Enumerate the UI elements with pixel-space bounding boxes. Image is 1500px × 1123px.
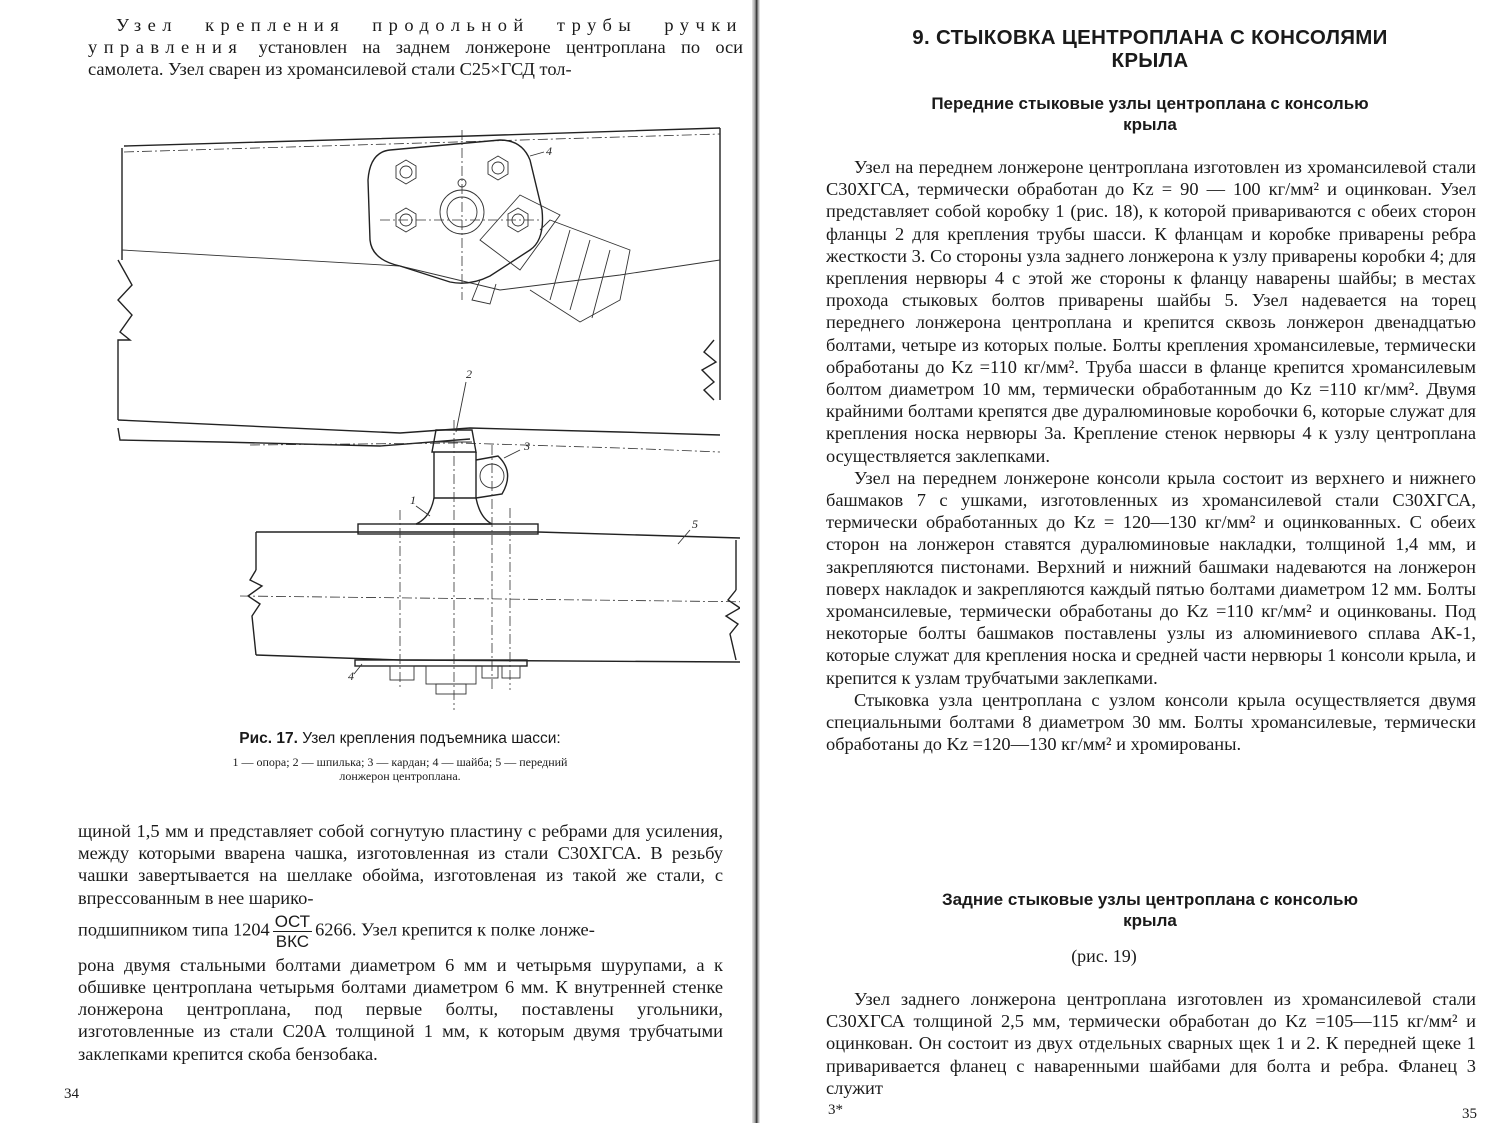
right-body-text-rear [826,988,1476,1099]
intro-rest: установлен на заднем лонжероне центроплана по оси самолета. Узел сварен из хромансилевой стали С25×ГСД тол- [88,37,743,80]
left-body-part1: щиной 1,5 мм и представляет собой согнутую пластину с ребрами для усиления, между которыми вварена чашка, изготовленная из стали С30ХГСА. В резьбу чашки завертывается на шеллаке обойма, изготовленая из такой же стали, с впрессованным в нее шарико- [78,821,723,908]
figure-caption-title: Узел крепления подъемника шасси: [302,730,561,747]
section-title-line2: КРЫЛА [1111,49,1189,72]
figure-caption-prefix: Рис. 17. [239,730,298,747]
subsection-rear-line2: крыла [1123,911,1177,930]
paragraph-front-console: Узел на переднем лонжероне консоли крыла состоит из верхнего и нижнего башмаков 7 с ушками, изготовленных из хромансилевой стали С30ХГСА, термически обработанных до Kz = 120—130 кг/мм² и оцинкованных. С обеих сторон на лонжерон ставятся дуралюминовые накладки, толщиной 1,4 мм, и закрепляются пистонами. Верхний и нижний башмаки надеваются на лонжерон поверх накладок и закрепляются каждый пятью болтами диаметром 12 мм. Болты хромансилевые, термически обработаны до Kz =110 кг/мм² и оцинкованы. Под некоторые болты башмаков поставлены узлы из алюминиевого сплава АК-1, которые служат для крепления носка и средней части нервюры 1 консоли крыла, и крепится к узлам трубчатыми заклепками. [826,467,1476,688]
subsection-front-title [780,93,1500,135]
figure-legend-line1: 1 — опора; 2 — шпилька; 3 — кардан; 4 — шайба; 5 — передний [232,755,568,769]
intro-paragraph [88,14,743,81]
subsection-front-line2: крыла [1123,115,1177,134]
label-2: 2 [466,367,472,381]
right-body-text-front [826,156,1476,755]
page-number-left: 34 [64,1086,79,1102]
label-4-lower: 4 [348,669,354,683]
upper-spar-outline [118,128,720,446]
intro-spaced-line: Узел крепления продольной трубы ручки [116,15,743,35]
figure-legend-line2: лонжерон центроплана. [339,769,461,783]
paragraph-docking: Стыковка узла центроплана с узлом консоли крыла осуществляется двумя специальными болтами 8 диаметром 30 мм. Болты хромансилевые, термически обработаны до Kz =120—130 кг/мм² и хромированы. [826,689,1476,755]
figure-reference: (рис. 19) [1071,946,1137,966]
bearing-line-prefix: подшипником типа 1204 [78,919,270,940]
section-title-line1: 9. СТЫКОВКА ЦЕНТРОПЛАНА С КОНСОЛЯМИ [912,26,1388,49]
subsection-front-line1: Передние стыковые узлы центроплана с консолью [931,94,1369,113]
lower-assembly [240,420,740,710]
figure-caption [100,730,700,748]
label-3: 3 [524,439,530,453]
label-1: 1 [410,493,416,507]
label-4-upper: 4 [546,144,552,158]
figure-legend [100,755,700,783]
bearing-line [78,912,723,951]
fraction-denominator: ВКС [275,931,310,951]
fraction-numerator: ОСТ [274,911,311,931]
section-title [780,26,1500,72]
signature-mark: 3* [828,1102,843,1118]
page-number-right: 35 [1462,1106,1477,1122]
left-body-text [78,820,723,1065]
paragraph-front-centroplane: Узел на переднем лонжероне центроплана изготовлен из хромансилевой стали С30ХГСА, термически обработан до Kz = 90 — 100 кг/мм² и оцинкован. Узел представляет собой коробку 1 (рис. 18), к которой привариваются с обеих сторон фланцы 2 для крепления трубы шасси. К фланцам и коробке приварены ребра жесткости 3. Со стороны узла заднего лонжерона к узлу приварены коробки 4; для крепления нервюры 4 с этой же стороны к фланцу наварены шайбы; в местах прохода стыковых болтов приварены шайбы 5. Узел надевается на торец переднего лонжерона центроплана и крепится сквозь лонжерон двенадцатью болтами, четыре из которых полые. Болты крепления хромансилевые, термически обработаны до Kz =110 кг/мм². Труба шасси в фланце крепится хромансилевым болтом диаметром 10 мм, термически обработанным до Kz =110 кг/мм². Двумя крайними болтами крепятся две дуралюминовые коробочки 6, которые служат для крепления носка нервюры 3а. Крепление стенок нервюры 4 к узлу центроплана осуществляется заклепками. [826,157,1476,466]
subsection-rear-line1: Задние стыковые узлы центроплана с консолью [942,890,1358,909]
bearing-fraction [273,912,312,951]
paragraph-rear: Узел заднего лонжерона центроплана изготовлен из хромансилевой стали С30ХГСА толщиной 2,5 мм, термически обработан до Kz =105—115 кг/мм² и оцинкован. Он состоит из двух отдельных сварных щек 1 и 2. К передней щеке 1 приваривается фланец с наваренными шайбами для болта и ребра. Фланец 3 служит [826,989,1476,1098]
intro-spaced-start: управления [88,37,244,58]
bearing-line-suffix: 6266. Узел крепится к полке лонже- [315,919,595,940]
right-page [760,0,1500,1123]
label-5: 5 [692,517,698,531]
left-body-part2: рона двумя стальными болтами диаметром 6 мм и четырьмя шурупами, а к обшивке центроплана четырьмя болтами диаметром 6 мм. К внутренней стенке лонжерона центроплана, под первые болты, поставлены угольники, изготовленные из стали С20А толщиной 1 мм, к которым двумя трубчатыми заклепками крепится скоба бензобака. [78,954,723,1064]
subsection-rear-title [780,889,1500,931]
washer-plate [368,130,630,322]
figure-17-drawing [100,100,740,720]
